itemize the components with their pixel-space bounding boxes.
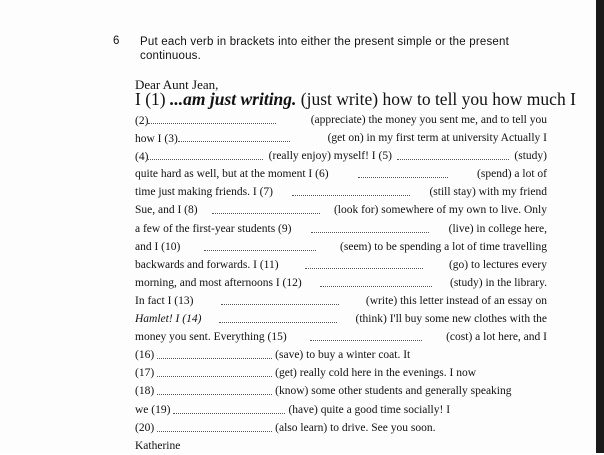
answer-blank-16[interactable] — [157, 346, 272, 359]
line-text: (save) to buy a winter coat. It — [275, 349, 411, 362]
line-text: backwards and forwards. I (11) — [135, 258, 279, 271]
letter-line — [135, 111, 547, 129]
answer-blank-3[interactable] — [178, 129, 290, 142]
line-text: money you sent. Everything (15) — [135, 331, 287, 344]
gap-label-2: (2) — [135, 115, 149, 127]
exercise-instruction: Put each verb in brackets into either the present simple or the present continuous. — [140, 36, 509, 62]
line-text: (go) to lectures every — [448, 258, 547, 271]
line-text: (also learn) to drive. See you soon. — [275, 421, 436, 434]
line-text: time just making friends. I (7) — [135, 186, 273, 199]
line-text: quite hard as well, but at the moment I (6) — [135, 168, 329, 181]
answer-blank-14[interactable] — [219, 310, 337, 323]
letter-line — [135, 346, 547, 364]
gap-label-3: how I (3) — [135, 133, 178, 146]
line-text: Hamlet! I (14) — [135, 313, 202, 326]
answer-blank-5[interactable] — [397, 147, 509, 160]
answer-blank-12[interactable] — [320, 274, 432, 287]
answer-blank-11[interactable] — [305, 256, 423, 269]
answer-blank-8[interactable] — [212, 201, 320, 214]
letter-body — [135, 111, 547, 455]
line-text: morning, and most afternoons I (12) — [135, 276, 302, 289]
answer-blank-4[interactable] — [148, 147, 263, 160]
line-text: (look for) somewhere of my own to live. Only — [333, 204, 547, 217]
line-text: (write) this letter instead of an essay on — [365, 294, 547, 307]
example-answer: ...am just writing. — [169, 89, 297, 109]
letter-line — [135, 220, 547, 238]
page-edge — [596, 0, 604, 453]
gap-label-19: we (19) — [135, 403, 171, 416]
letter-line — [135, 401, 547, 419]
letter-line — [135, 201, 547, 219]
line-text: (spend) a lot of — [477, 168, 547, 181]
line-text: and I (10) — [135, 240, 181, 253]
first-line-start: I (1) — [135, 89, 170, 109]
letter-line — [135, 256, 547, 274]
letter-line — [135, 147, 547, 165]
line-text: (seem) to be spending a lot of time travelling — [340, 240, 547, 253]
letter-salutation: Dear Aunt Jean, — [135, 77, 219, 92]
letter-line — [135, 183, 547, 201]
first-line-rest: (just write) how to tell you how much I — [296, 89, 576, 109]
line-text: a few of the first-year students (9) — [135, 222, 292, 235]
answer-blank-18[interactable] — [157, 382, 272, 395]
answer-blank-9[interactable] — [311, 220, 429, 233]
line-text: (think) I'll buy some new clothes with the — [355, 313, 547, 326]
letter-line — [135, 292, 547, 310]
letter-line — [135, 364, 547, 382]
gap-label-17: (17) — [135, 367, 155, 380]
line-text: (get on) in my first term at university Actually I — [327, 132, 547, 145]
line-text: (have) quite a good time socially! I — [288, 403, 451, 416]
letter-signature: Katherine — [135, 439, 181, 452]
answer-blank-15[interactable] — [310, 328, 422, 341]
answer-blank-13[interactable] — [221, 292, 339, 305]
line-text: (know) some other students and generally speaking — [275, 385, 512, 398]
line-text: Sue, and I (8) — [135, 204, 198, 217]
gap-label-18: (18) — [135, 385, 155, 398]
letter-line — [135, 419, 547, 437]
gap-label-16: (16) — [135, 349, 155, 362]
line-text: In fact I (13) — [135, 294, 194, 307]
answer-blank-6[interactable] — [358, 165, 448, 178]
letter-line — [135, 382, 547, 400]
line-text: (really enjoy) myself! I (5) — [268, 150, 392, 163]
letter-line — [135, 165, 547, 183]
gap-label-20: (20) — [135, 421, 155, 434]
line-text: (live) in college here, — [448, 222, 547, 235]
answer-blank-2[interactable] — [148, 111, 276, 124]
letter-line — [135, 274, 547, 292]
line-text: (study) — [514, 150, 547, 163]
answer-blank-17[interactable] — [157, 364, 272, 377]
line-text: (appreciate) the money you sent me, and to tell you — [310, 114, 547, 126]
line-text: (still stay) with my friend — [429, 186, 547, 199]
letter-line — [135, 310, 547, 328]
letter-first-line — [135, 89, 575, 110]
letter-line — [135, 238, 547, 256]
answer-blank-19[interactable] — [173, 401, 285, 414]
line-text: (get) really cold here in the evenings. I now — [275, 367, 477, 380]
answer-blank-20[interactable] — [157, 419, 272, 432]
gap-label-4: (4) — [135, 151, 149, 164]
answer-blank-10[interactable] — [204, 238, 316, 251]
line-text: (study) in the library. — [450, 276, 547, 289]
letter-line — [135, 129, 547, 147]
exercise-number: 6 — [113, 35, 120, 47]
letter-line — [135, 328, 547, 346]
answer-blank-7[interactable] — [292, 183, 410, 196]
line-text: (cost) a lot here, and I — [446, 331, 547, 344]
